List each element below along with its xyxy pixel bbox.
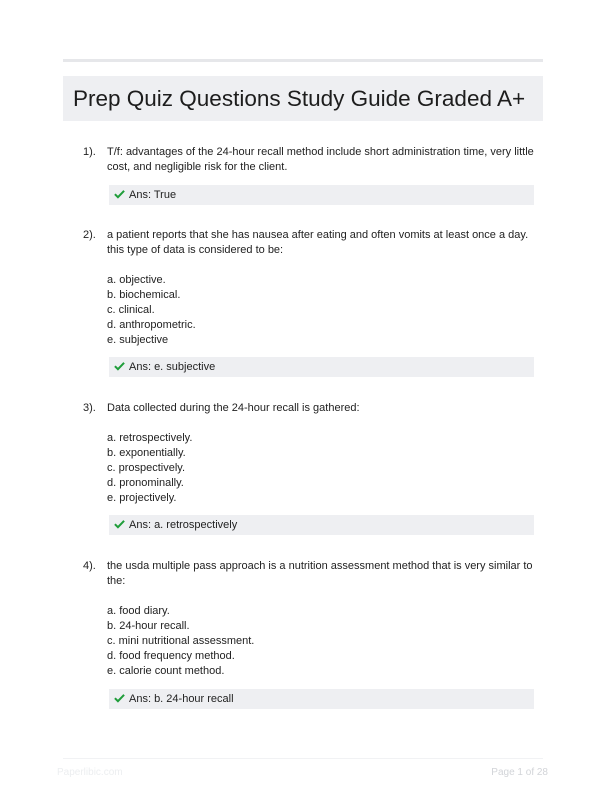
option-b: b. biochemical. — [107, 289, 181, 301]
options-list — [107, 431, 527, 506]
option-e: e. calorie count method. — [107, 665, 225, 677]
answer-text: Ans: e. subjective — [129, 361, 216, 373]
answer-text: Ans: a. retrospectively — [129, 519, 238, 531]
answer-box — [109, 689, 534, 709]
question-text: Data collected during the 24-hour recall is gathered: — [107, 402, 360, 414]
bottom-divider — [63, 758, 543, 759]
question-number: 1). — [83, 146, 96, 158]
option-d: d. pronominally. — [107, 477, 184, 489]
option-c: c. mini nutritional assessment. — [107, 635, 255, 647]
option-d: d. food frequency method. — [107, 650, 235, 662]
option-e: e. projectively. — [107, 492, 177, 504]
check-icon — [114, 189, 125, 199]
options-list — [107, 273, 527, 348]
question-text: a patient reports that she has nausea after eating and often vomits at least once a day. this type of data is considered to be: — [107, 229, 529, 256]
option-d: d. anthropometric. — [107, 319, 196, 331]
title-bar — [63, 76, 543, 121]
footer-page-number: Page 1 of 28 — [491, 767, 548, 778]
answer-text: Ans: True — [129, 189, 177, 201]
option-c: c. clinical. — [107, 304, 155, 316]
footer-site: Paperlibic.com — [57, 767, 123, 778]
question-number: 2). — [83, 229, 96, 241]
question-number: 4). — [83, 560, 96, 572]
options-list — [107, 604, 527, 679]
answer-box — [109, 357, 534, 377]
option-e: e. subjective — [107, 334, 169, 346]
option-b: b. 24-hour recall. — [107, 620, 190, 632]
option-b: b. exponentially. — [107, 447, 186, 459]
option-a: a. objective. — [107, 274, 166, 286]
top-divider — [63, 59, 543, 62]
check-icon — [114, 519, 125, 529]
option-c: c. prospectively. — [107, 462, 186, 474]
question-number: 3). — [83, 402, 96, 414]
question-text: the usda multiple pass approach is a nutrition assessment method that is very similar to the: — [107, 560, 533, 587]
check-icon — [114, 693, 125, 703]
option-a: a. retrospectively. — [107, 432, 193, 444]
page-title: Prep Quiz Questions Study Guide Graded A+ — [73, 86, 526, 111]
answer-box — [109, 515, 534, 535]
question-text: T/f: advantages of the 24-hour recall method include short administration time, very little cost, and negligible risk for the client. — [107, 146, 534, 173]
check-icon — [114, 361, 125, 371]
answer-text: Ans: b. 24-hour recall — [129, 693, 234, 705]
option-a: a. food diary. — [107, 605, 170, 617]
answer-box — [109, 185, 534, 205]
